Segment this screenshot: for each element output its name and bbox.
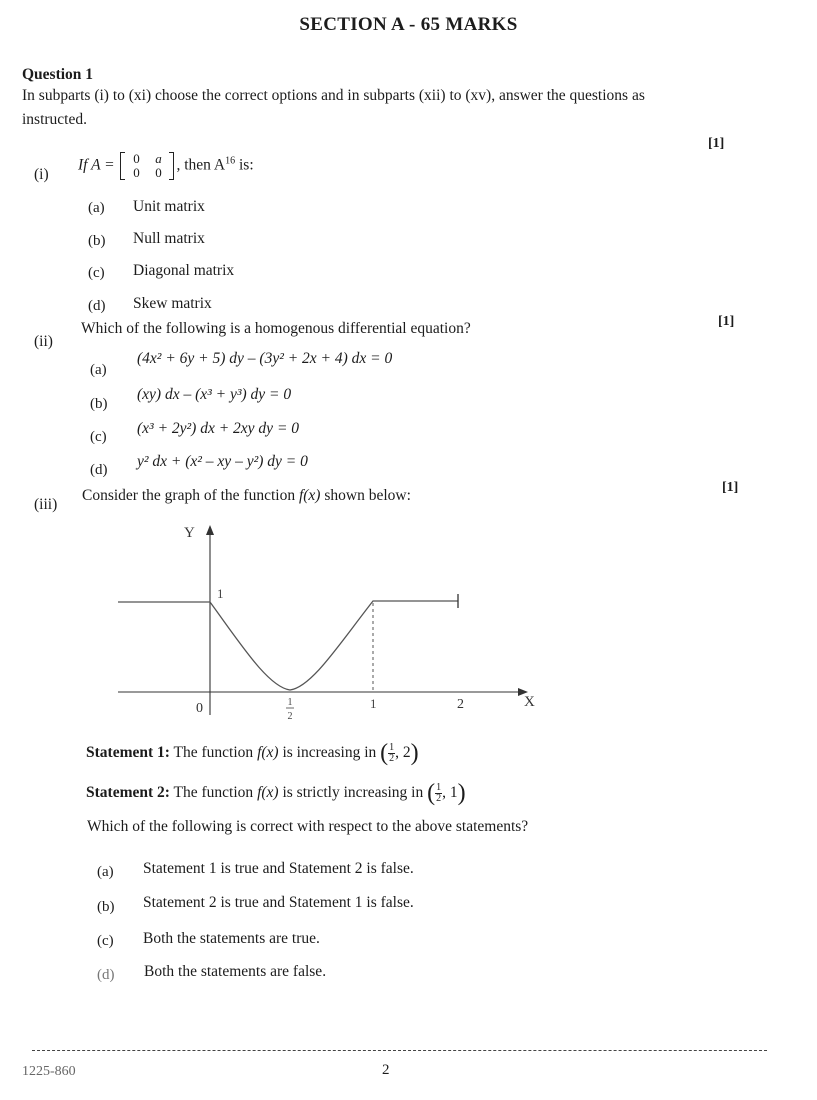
- close-paren: ): [410, 740, 419, 766]
- paper-code: 1225-860: [22, 1064, 76, 1079]
- q1-matrix: [120, 152, 174, 180]
- matrix-cell: a: [155, 151, 162, 166]
- q3-option-label: (b): [97, 899, 115, 915]
- q2-option-label: (d): [90, 462, 108, 478]
- q3-number: (iii): [34, 496, 58, 513]
- q2-option-label: (c): [90, 429, 107, 445]
- q1-text-mid: , then A: [176, 156, 226, 174]
- q3-option-text: Statement 2 is true and Statement 1 is false.: [143, 894, 414, 911]
- q3-option-text: Both the statements are false.: [144, 963, 327, 980]
- y-axis-arrow-icon: [206, 525, 214, 535]
- function-graph: [100, 515, 550, 730]
- x-axis-label: X: [524, 694, 535, 710]
- q2-option-label: (a): [90, 362, 107, 378]
- interval-end: , 1: [442, 784, 458, 802]
- footer-divider: [32, 1050, 767, 1051]
- q2-question: Which of the following is a homogenous differential equation?: [81, 320, 471, 337]
- statement-2-text: The function: [173, 784, 254, 802]
- q3-text-suffix: shown below:: [324, 487, 411, 504]
- q3-stem: [82, 487, 411, 505]
- q1-number: (i): [34, 166, 49, 183]
- x-tick-label-1: 1: [370, 696, 377, 711]
- function-curve: [118, 601, 458, 690]
- statement-1-label: Statement 1:: [86, 744, 170, 762]
- open-paren: (: [427, 780, 436, 806]
- q2-option-label: (b): [90, 396, 108, 412]
- x-tick-label-2: 2: [457, 697, 464, 712]
- statement-1: [86, 740, 419, 767]
- q2-option-text: (xy) dx – (x³ + y³) dy = 0: [137, 386, 292, 403]
- q1-option-text: Null matrix: [133, 230, 205, 247]
- statement-2: [86, 780, 466, 807]
- q2-number: (ii): [34, 333, 53, 350]
- close-paren: ): [457, 780, 466, 806]
- q3-option-label: (c): [97, 933, 114, 949]
- q2-option-text: y² dx + (x² – xy – y²) dy = 0: [137, 453, 308, 470]
- q1-exponent: 16: [225, 155, 236, 167]
- y-tick-label-1: 1: [217, 586, 224, 601]
- interval-end: , 2: [395, 744, 411, 762]
- q3-marks: [1]: [722, 480, 739, 495]
- x-tick-half-num: 1: [287, 697, 293, 708]
- q3-question: Which of the following is correct with respect to the above statements?: [87, 818, 529, 835]
- q3-option-text: Statement 1 is true and Statement 2 is false.: [143, 860, 414, 877]
- q1-option-label: (a): [88, 200, 105, 216]
- q3-option-label: (d): [97, 967, 115, 983]
- q1-option-label: (b): [88, 233, 106, 249]
- section-title: SECTION A - 65 MARKS: [299, 14, 518, 35]
- page-number: 2: [382, 1062, 390, 1078]
- q2-option-text: (4x² + 6y + 5) dy – (3y² + 2x + 4) dx = 0: [137, 350, 393, 367]
- statement-1-tail: is increasing in: [282, 744, 377, 762]
- q1-marks: [1]: [708, 136, 725, 151]
- q1-option-label: (d): [88, 298, 106, 314]
- q1-stem: [78, 152, 254, 180]
- q1-text-prefix: If A =: [78, 156, 115, 174]
- fraction-numerator: 1: [436, 782, 442, 793]
- q3-option-label: (a): [97, 864, 114, 880]
- origin-label: 0: [196, 701, 203, 716]
- matrix-cell: 0: [133, 165, 140, 180]
- q1-option-text: Diagonal matrix: [133, 262, 235, 279]
- matrix-cell: 0: [155, 165, 162, 180]
- q3-text-prefix: Consider the graph of the function: [82, 487, 296, 504]
- statement-1-fx: f(x): [257, 744, 279, 762]
- x-tick-half-den: 2: [287, 711, 293, 722]
- statement-2-fx: f(x): [257, 784, 279, 802]
- question-heading: Question 1: [22, 66, 94, 83]
- q2-option-text: (x³ + 2y²) dx + 2xy dy = 0: [137, 420, 300, 437]
- instructions: In subparts (i) to (xi) choose the correct options and in subparts (xii) to (xv), answer the questions as instructed.: [22, 87, 645, 128]
- fraction-denominator: 2: [436, 793, 442, 804]
- q3-fx: f(x): [298, 487, 321, 504]
- q2-marks: [1]: [718, 314, 735, 329]
- open-paren: (: [380, 740, 389, 766]
- q3-option-text: Both the statements are true.: [143, 930, 320, 947]
- q1-option-text: Unit matrix: [133, 198, 205, 215]
- q1-text-suffix: is:: [239, 156, 254, 174]
- statement-2-tail: is strictly increasing in: [282, 784, 424, 802]
- statement-1-text: The function: [173, 744, 254, 762]
- y-axis-label: Y: [184, 525, 195, 541]
- q1-option-text: Skew matrix: [133, 295, 212, 312]
- fraction-denominator: 2: [389, 753, 395, 764]
- statement-2-label: Statement 2:: [86, 784, 170, 802]
- fraction-numerator: 1: [389, 742, 395, 753]
- matrix-cell: 0: [133, 151, 140, 166]
- q1-option-label: (c): [88, 265, 105, 281]
